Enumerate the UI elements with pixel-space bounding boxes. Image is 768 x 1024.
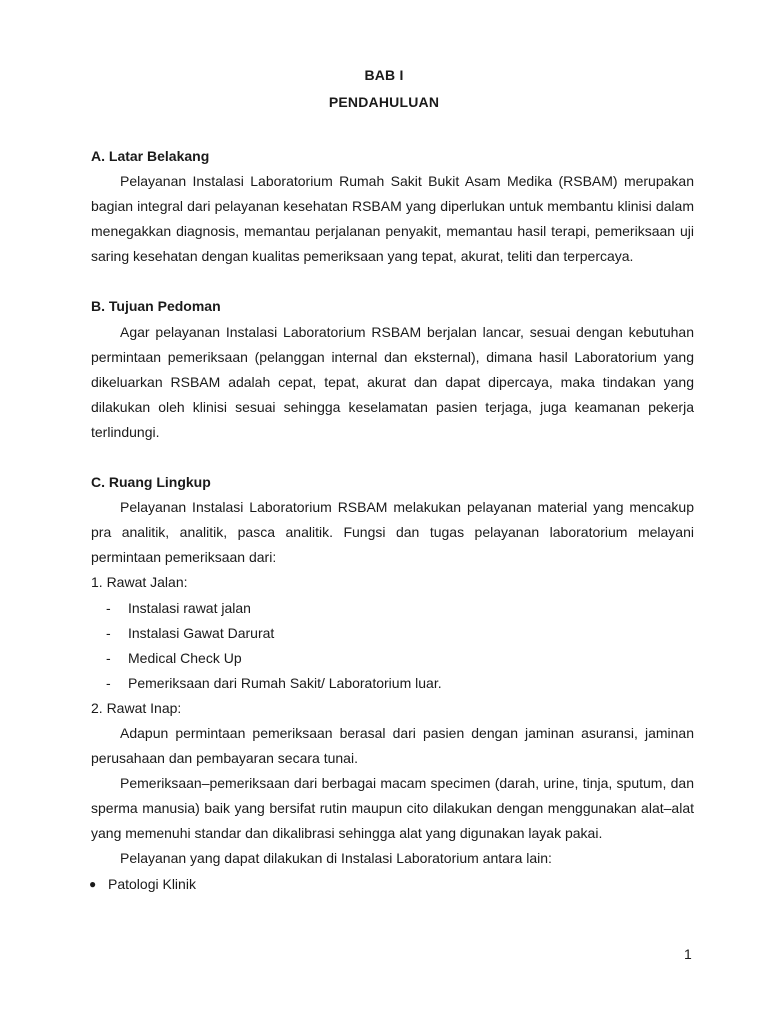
list-item bbox=[91, 646, 694, 671]
chapter-number: BAB I bbox=[364, 67, 404, 83]
list-item bbox=[91, 596, 694, 621]
dash-marker: - bbox=[106, 649, 111, 666]
paragraph-rawat-inap-1: Adapun permintaan pemeriksaan berasal dari pasien dengan jaminan asuransi, jaminan perusahaan dan pembayaran secara tunai. bbox=[91, 724, 694, 767]
list-item bbox=[91, 621, 694, 646]
paragraph-latar-belakang: Pelayanan Instalasi Laboratorium Rumah Sakit Bukit Asam Medika (RSBAM) merupakan bagian integral dari pelayanan kesehatan RSBAM yang diperlukan untuk membantu klinisi dalam menegakkan diagnosis, memantau perjalanan penyakit, memantau hasil terapi, pemeriksaan uji saring kesehatan dengan kualitas pemeriksaan yang tepat, akurat, teliti dan terpercaya. bbox=[91, 173, 694, 265]
dash-marker: - bbox=[106, 599, 111, 616]
section-spacer bbox=[91, 269, 694, 294]
dash-marker: - bbox=[106, 674, 111, 691]
list-item bbox=[91, 872, 694, 897]
list-item-text: Instalasi rawat jalan bbox=[128, 599, 251, 616]
list-label-rawat-inap: 2. Rawat Inap: bbox=[91, 699, 182, 716]
list-item bbox=[91, 671, 694, 696]
list-item-text: Medical Check Up bbox=[128, 649, 242, 666]
section-spacer bbox=[91, 445, 694, 470]
paragraph-rawat-inap-2: Pemeriksaan–pemeriksaan dari berbagai macam specimen (darah, urine, tinja, sputum, dan sperma manusia) baik yang bersifat rutin maupun cito dilakukan dengan menggunakan alat–alat yang memenuhi standar dan dikalibrasi sehingga alat yang digunakan layak pakai. bbox=[91, 775, 694, 842]
section-heading-ruang-lingkup: C. Ruang Lingkup bbox=[91, 474, 211, 491]
bullet-icon: ● bbox=[89, 876, 97, 891]
paragraph-ruang-lingkup: Pelayanan Instalasi Laboratorium RSBAM melakukan pelayanan material yang mencakup pra analitik, analitik, pasca analitik. Fungsi dan tugas pelayanan laboratorium melayani permintaan pemeriksaan dari: bbox=[91, 499, 694, 566]
paragraph-rawat-inap-3: Pelayanan yang dapat dilakukan di Instalasi Laboratorium antara lain: bbox=[120, 850, 552, 867]
rawat-jalan-list bbox=[91, 596, 694, 696]
list-item-text: Patologi Klinik bbox=[108, 875, 196, 892]
list-item-text: Instalasi Gawat Darurat bbox=[128, 624, 275, 641]
page-number: 1 bbox=[684, 946, 692, 962]
dash-marker: - bbox=[106, 624, 111, 641]
section-heading-latar-belakang: A. Latar Belakang bbox=[91, 148, 210, 164]
list-label-rawat-jalan: 1. Rawat Jalan: bbox=[91, 574, 188, 591]
chapter-title: PENDAHULUAN bbox=[328, 94, 440, 110]
document-body bbox=[91, 144, 694, 897]
section-heading-tujuan-pedoman: B. Tujuan Pedoman bbox=[91, 298, 221, 315]
paragraph-tujuan-pedoman: Agar pelayanan Instalasi Laboratorium RSBAM berjalan lancar, sesuai dengan kebutuhan permintaan pemeriksaan (pelanggan internal dan eksternal), dimana hasil Laboratorium yang dikeluarkan RSBAM adalah cepat, tepat, akurat dan dapat dipercaya, maka tindakan yang dilakukan oleh klinisi sesuai sehingga keselamatan pasien terjaga, juga keamanan pekerja terlindungi. bbox=[91, 323, 694, 440]
list-item-text: Pemeriksaan dari Rumah Sakit/ Laboratorium luar. bbox=[128, 674, 442, 691]
services-list bbox=[91, 872, 694, 897]
